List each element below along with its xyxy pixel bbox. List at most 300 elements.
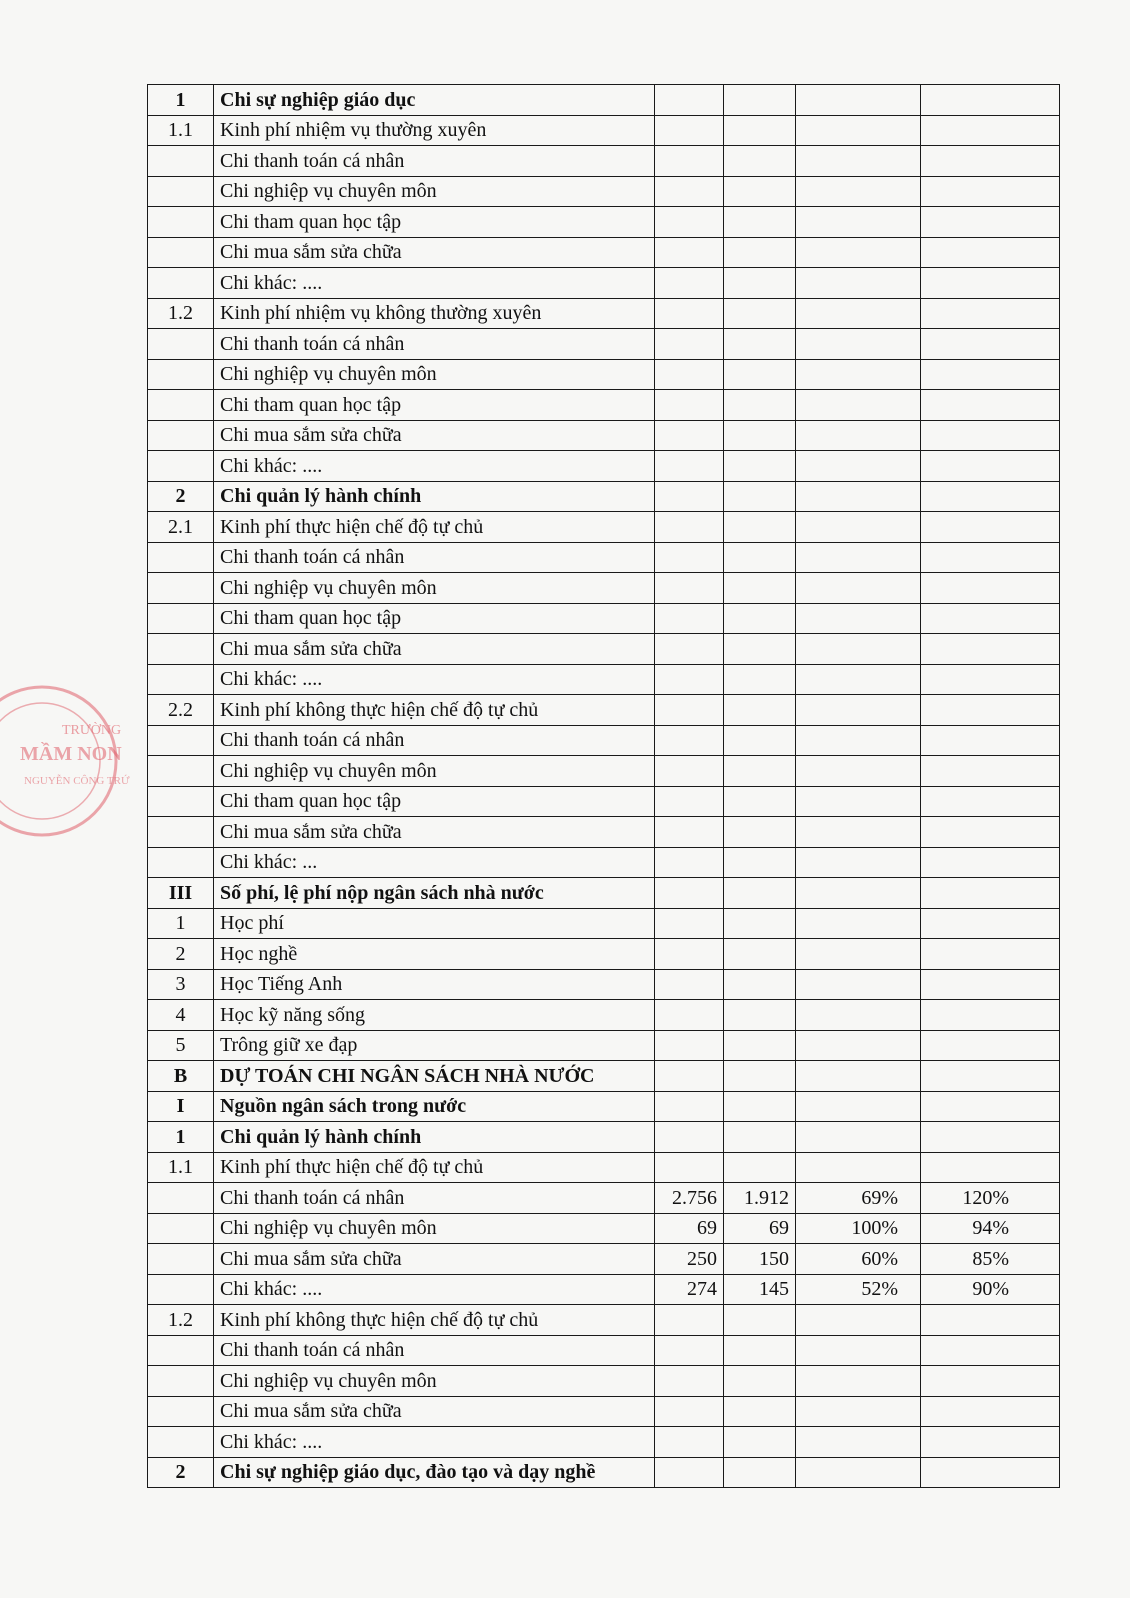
row-name: Chi nghiệp vụ chuyên môn [214, 1213, 655, 1244]
row-estimate: 2.756 [655, 1183, 724, 1214]
row-actual [724, 512, 796, 543]
row-code [148, 603, 214, 634]
row-name: Chi nghiệp vụ chuyên môn [214, 176, 655, 207]
row-actual [724, 115, 796, 146]
row-code [148, 634, 214, 665]
row-name: Chi thanh toán cá nhân [214, 725, 655, 756]
row-actual [724, 817, 796, 848]
row-name: Chi quản lý hành chính [214, 481, 655, 512]
row-code [148, 725, 214, 756]
stamp-text-3: NGUYỄN CÔNG TRỨ [24, 775, 130, 787]
row-code [148, 268, 214, 299]
row-ratio-estimate [796, 1061, 921, 1092]
row-code: 1.1 [148, 115, 214, 146]
row-ratio-prev-year [921, 1305, 1060, 1336]
row-name: Chi thanh toán cá nhân [214, 329, 655, 360]
table-row [148, 664, 1060, 695]
row-ratio-estimate [796, 512, 921, 543]
row-ratio-estimate [796, 146, 921, 177]
row-ratio-estimate [796, 725, 921, 756]
row-ratio-prev-year: 94% [921, 1213, 1060, 1244]
row-estimate [655, 1427, 724, 1458]
row-ratio-estimate [796, 542, 921, 573]
school-seal-stamp [0, 676, 130, 846]
row-estimate [655, 1335, 724, 1366]
row-ratio-estimate [796, 451, 921, 482]
row-name: Chi khác: .... [214, 1274, 655, 1305]
table-row [148, 1305, 1060, 1336]
row-code [148, 329, 214, 360]
row-ratio-estimate [796, 634, 921, 665]
row-estimate [655, 847, 724, 878]
row-code [148, 1183, 214, 1214]
row-estimate [655, 573, 724, 604]
row-ratio-estimate [796, 1427, 921, 1458]
row-ratio-estimate [796, 878, 921, 909]
row-ratio-estimate [796, 1000, 921, 1031]
table-row [148, 268, 1060, 299]
row-code [148, 1244, 214, 1275]
row-name: Học Tiếng Anh [214, 969, 655, 1000]
row-ratio-prev-year [921, 268, 1060, 299]
row-name: Số phí, lệ phí nộp ngân sách nhà nước [214, 878, 655, 909]
row-name: Kinh phí nhiệm vụ thường xuyên [214, 115, 655, 146]
row-code [148, 1427, 214, 1458]
row-estimate [655, 939, 724, 970]
row-name: Kinh phí thực hiện chế độ tự chủ [214, 512, 655, 543]
table-row [148, 390, 1060, 421]
row-ratio-prev-year [921, 481, 1060, 512]
table-row [148, 1122, 1060, 1153]
row-ratio-estimate [796, 359, 921, 390]
table-row [148, 85, 1060, 116]
row-estimate [655, 1000, 724, 1031]
row-estimate [655, 969, 724, 1000]
row-code: 1.1 [148, 1152, 214, 1183]
row-estimate [655, 298, 724, 329]
row-code: 1 [148, 85, 214, 116]
row-estimate [655, 207, 724, 238]
row-estimate [655, 725, 724, 756]
table-row [148, 786, 1060, 817]
row-name: Chi mua sắm sửa chữa [214, 237, 655, 268]
row-actual [724, 1000, 796, 1031]
row-code: 1.2 [148, 298, 214, 329]
row-ratio-prev-year [921, 115, 1060, 146]
row-actual [724, 146, 796, 177]
row-ratio-estimate [796, 1091, 921, 1122]
row-name: Chi mua sắm sửa chữa [214, 420, 655, 451]
table-row [148, 1213, 1060, 1244]
row-ratio-prev-year [921, 1396, 1060, 1427]
row-ratio-estimate [796, 237, 921, 268]
row-ratio-prev-year [921, 1335, 1060, 1366]
row-actual [724, 695, 796, 726]
row-code: 2 [148, 939, 214, 970]
row-code [148, 359, 214, 390]
row-ratio-estimate [796, 908, 921, 939]
table-row [148, 1396, 1060, 1427]
row-ratio-prev-year [921, 1061, 1060, 1092]
row-ratio-prev-year [921, 1457, 1060, 1488]
row-code: 1 [148, 1122, 214, 1153]
row-name: Kinh phí không thực hiện chế độ tự chủ [214, 1305, 655, 1336]
row-code [148, 847, 214, 878]
row-estimate [655, 1122, 724, 1153]
row-ratio-estimate [796, 847, 921, 878]
row-ratio-estimate [796, 1305, 921, 1336]
row-ratio-prev-year [921, 512, 1060, 543]
row-actual [724, 1427, 796, 1458]
row-actual [724, 237, 796, 268]
row-name: Chi thanh toán cá nhân [214, 542, 655, 573]
table-row [148, 176, 1060, 207]
table-row [148, 969, 1060, 1000]
table-row [148, 847, 1060, 878]
row-ratio-prev-year: 90% [921, 1274, 1060, 1305]
row-code: 2 [148, 1457, 214, 1488]
row-name: Chi thanh toán cá nhân [214, 146, 655, 177]
row-name: Chi tham quan học tập [214, 786, 655, 817]
table-row [148, 603, 1060, 634]
row-code: B [148, 1061, 214, 1092]
row-ratio-estimate [796, 1030, 921, 1061]
table-row [148, 817, 1060, 848]
row-estimate: 69 [655, 1213, 724, 1244]
table-row [148, 1152, 1060, 1183]
row-code [148, 451, 214, 482]
table-row [148, 1457, 1060, 1488]
row-code: 3 [148, 969, 214, 1000]
row-actual [724, 1152, 796, 1183]
row-estimate: 250 [655, 1244, 724, 1275]
row-estimate [655, 603, 724, 634]
row-estimate [655, 329, 724, 360]
row-estimate [655, 1366, 724, 1397]
row-ratio-estimate [796, 664, 921, 695]
row-code: 5 [148, 1030, 214, 1061]
row-estimate [655, 634, 724, 665]
table-row [148, 512, 1060, 543]
row-code: 1.2 [148, 1305, 214, 1336]
row-name: Chi khác: ... [214, 847, 655, 878]
row-code [148, 817, 214, 848]
row-ratio-prev-year [921, 329, 1060, 360]
row-ratio-estimate [796, 298, 921, 329]
row-actual [724, 1091, 796, 1122]
row-ratio-estimate: 100% [796, 1213, 921, 1244]
row-ratio-estimate [796, 603, 921, 634]
row-ratio-prev-year [921, 1366, 1060, 1397]
row-ratio-estimate [796, 939, 921, 970]
row-name: Kinh phí nhiệm vụ không thường xuyên [214, 298, 655, 329]
row-code [148, 390, 214, 421]
budget-table [147, 84, 1060, 1488]
row-name: Chi nghiệp vụ chuyên môn [214, 573, 655, 604]
row-name: Học nghề [214, 939, 655, 970]
row-actual: 69 [724, 1213, 796, 1244]
row-estimate [655, 878, 724, 909]
row-estimate [655, 451, 724, 482]
table-row [148, 725, 1060, 756]
row-actual [724, 908, 796, 939]
row-code [148, 1335, 214, 1366]
row-ratio-prev-year [921, 1030, 1060, 1061]
row-estimate [655, 390, 724, 421]
row-ratio-prev-year [921, 908, 1060, 939]
row-ratio-prev-year [921, 725, 1060, 756]
table-row [148, 1427, 1060, 1458]
row-estimate [655, 756, 724, 787]
row-code [148, 1396, 214, 1427]
row-code: 2 [148, 481, 214, 512]
row-code [148, 207, 214, 238]
table-row [148, 1061, 1060, 1092]
row-actual: 150 [724, 1244, 796, 1275]
row-ratio-prev-year [921, 786, 1060, 817]
table-row [148, 298, 1060, 329]
row-ratio-prev-year [921, 1091, 1060, 1122]
row-actual [724, 786, 796, 817]
row-name: Chi tham quan học tập [214, 207, 655, 238]
table-row [148, 115, 1060, 146]
table-row [148, 878, 1060, 909]
table-row [148, 1183, 1060, 1214]
row-ratio-estimate [796, 817, 921, 848]
row-ratio-prev-year [921, 1000, 1060, 1031]
row-ratio-prev-year [921, 969, 1060, 1000]
row-estimate [655, 542, 724, 573]
budget-table-container [147, 84, 1059, 1488]
row-ratio-prev-year [921, 85, 1060, 116]
table-row [148, 420, 1060, 451]
row-name: Chi thanh toán cá nhân [214, 1183, 655, 1214]
table-row [148, 1366, 1060, 1397]
row-ratio-prev-year [921, 542, 1060, 573]
row-actual [724, 634, 796, 665]
row-ratio-prev-year [921, 390, 1060, 421]
row-name: Chi mua sắm sửa chữa [214, 817, 655, 848]
row-name: Nguồn ngân sách trong nước [214, 1091, 655, 1122]
row-code: 2.2 [148, 695, 214, 726]
row-ratio-prev-year [921, 359, 1060, 390]
row-actual [724, 725, 796, 756]
row-name: Chi thanh toán cá nhân [214, 1335, 655, 1366]
row-ratio-prev-year [921, 1427, 1060, 1458]
table-row [148, 359, 1060, 390]
row-code [148, 756, 214, 787]
table-row [148, 1091, 1060, 1122]
row-actual [724, 939, 796, 970]
table-row [148, 908, 1060, 939]
row-ratio-estimate [796, 176, 921, 207]
row-ratio-prev-year [921, 573, 1060, 604]
row-estimate [655, 908, 724, 939]
row-name: Kinh phí thực hiện chế độ tự chủ [214, 1152, 655, 1183]
row-name: Chi tham quan học tập [214, 390, 655, 421]
row-ratio-prev-year [921, 1122, 1060, 1153]
row-ratio-estimate [796, 420, 921, 451]
row-actual [724, 1030, 796, 1061]
row-ratio-estimate [796, 1335, 921, 1366]
row-actual [724, 329, 796, 360]
row-actual [724, 207, 796, 238]
table-row [148, 1244, 1060, 1275]
row-name: Chi mua sắm sửa chữa [214, 634, 655, 665]
row-name: Chi nghiệp vụ chuyên môn [214, 1366, 655, 1397]
row-actual [724, 359, 796, 390]
row-actual [724, 847, 796, 878]
row-actual [724, 85, 796, 116]
row-ratio-estimate [796, 268, 921, 299]
row-actual [724, 756, 796, 787]
row-ratio-estimate [796, 115, 921, 146]
row-code: III [148, 878, 214, 909]
row-name: Chi tham quan học tập [214, 603, 655, 634]
row-ratio-estimate: 52% [796, 1274, 921, 1305]
row-actual [724, 878, 796, 909]
row-estimate [655, 512, 724, 543]
stamp-text-1: TRƯỜNG [62, 723, 122, 738]
row-estimate [655, 817, 724, 848]
row-ratio-prev-year [921, 451, 1060, 482]
row-ratio-estimate [796, 969, 921, 1000]
row-actual [724, 298, 796, 329]
row-ratio-estimate [796, 329, 921, 360]
row-estimate [655, 1396, 724, 1427]
row-actual [724, 573, 796, 604]
row-actual [724, 268, 796, 299]
row-actual [724, 390, 796, 421]
row-actual: 145 [724, 1274, 796, 1305]
row-name: Chi nghiệp vụ chuyên môn [214, 756, 655, 787]
row-name: Chi khác: .... [214, 268, 655, 299]
row-code [148, 1213, 214, 1244]
row-name: DỰ TOÁN CHI NGÂN SÁCH NHÀ NƯỚC [214, 1061, 655, 1092]
row-estimate [655, 664, 724, 695]
row-ratio-estimate: 60% [796, 1244, 921, 1275]
row-name: Chi quản lý hành chính [214, 1122, 655, 1153]
row-actual [724, 1061, 796, 1092]
row-code: 4 [148, 1000, 214, 1031]
row-estimate [655, 1152, 724, 1183]
row-ratio-estimate [796, 573, 921, 604]
row-code [148, 176, 214, 207]
row-actual [724, 1457, 796, 1488]
row-ratio-estimate [796, 756, 921, 787]
row-estimate [655, 1061, 724, 1092]
table-row [148, 481, 1060, 512]
row-estimate [655, 786, 724, 817]
row-name: Chi khác: .... [214, 1427, 655, 1458]
row-code [148, 1366, 214, 1397]
row-ratio-estimate: 69% [796, 1183, 921, 1214]
row-ratio-prev-year: 120% [921, 1183, 1060, 1214]
row-ratio-prev-year [921, 237, 1060, 268]
table-row [148, 237, 1060, 268]
row-name: Trông giữ xe đạp [214, 1030, 655, 1061]
row-ratio-estimate [796, 1152, 921, 1183]
row-actual [724, 542, 796, 573]
row-actual [724, 1122, 796, 1153]
row-estimate: 274 [655, 1274, 724, 1305]
row-estimate [655, 115, 724, 146]
row-estimate [655, 1091, 724, 1122]
row-name: Chi sự nghiệp giáo dục [214, 85, 655, 116]
row-ratio-estimate [796, 1396, 921, 1427]
row-ratio-prev-year [921, 1152, 1060, 1183]
row-name: Chi khác: .... [214, 451, 655, 482]
row-actual [724, 664, 796, 695]
row-ratio-prev-year [921, 298, 1060, 329]
row-estimate [655, 268, 724, 299]
table-row [148, 939, 1060, 970]
table-row [148, 1335, 1060, 1366]
row-code: I [148, 1091, 214, 1122]
row-ratio-estimate [796, 85, 921, 116]
row-code: 2.1 [148, 512, 214, 543]
row-code [148, 542, 214, 573]
row-estimate [655, 237, 724, 268]
row-code [148, 237, 214, 268]
row-ratio-prev-year [921, 176, 1060, 207]
row-ratio-prev-year [921, 146, 1060, 177]
row-actual [724, 176, 796, 207]
row-actual [724, 603, 796, 634]
row-ratio-prev-year [921, 603, 1060, 634]
row-estimate [655, 359, 724, 390]
table-row [148, 207, 1060, 238]
row-ratio-estimate [796, 1366, 921, 1397]
row-estimate [655, 85, 724, 116]
row-ratio-prev-year [921, 664, 1060, 695]
row-ratio-estimate [796, 1457, 921, 1488]
row-name: Học phí [214, 908, 655, 939]
row-ratio-estimate [796, 695, 921, 726]
budget-table-body [148, 85, 1060, 1488]
row-ratio-prev-year [921, 939, 1060, 970]
row-code [148, 420, 214, 451]
row-ratio-prev-year [921, 847, 1060, 878]
table-row [148, 756, 1060, 787]
row-actual [724, 1366, 796, 1397]
row-actual [724, 1396, 796, 1427]
table-row [148, 329, 1060, 360]
row-estimate [655, 1457, 724, 1488]
row-ratio-estimate [796, 786, 921, 817]
row-ratio-estimate [796, 481, 921, 512]
row-estimate [655, 420, 724, 451]
table-row [148, 542, 1060, 573]
row-ratio-estimate [796, 207, 921, 238]
row-ratio-prev-year [921, 420, 1060, 451]
row-ratio-prev-year [921, 695, 1060, 726]
row-code [148, 146, 214, 177]
table-row [148, 573, 1060, 604]
table-row [148, 634, 1060, 665]
row-name: Chi mua sắm sửa chữa [214, 1244, 655, 1275]
row-actual [724, 420, 796, 451]
row-ratio-prev-year: 85% [921, 1244, 1060, 1275]
row-estimate [655, 1030, 724, 1061]
row-ratio-prev-year [921, 207, 1060, 238]
row-ratio-prev-year [921, 634, 1060, 665]
row-ratio-estimate [796, 1122, 921, 1153]
table-row [148, 1000, 1060, 1031]
table-row [148, 695, 1060, 726]
row-ratio-prev-year [921, 817, 1060, 848]
row-actual [724, 1335, 796, 1366]
